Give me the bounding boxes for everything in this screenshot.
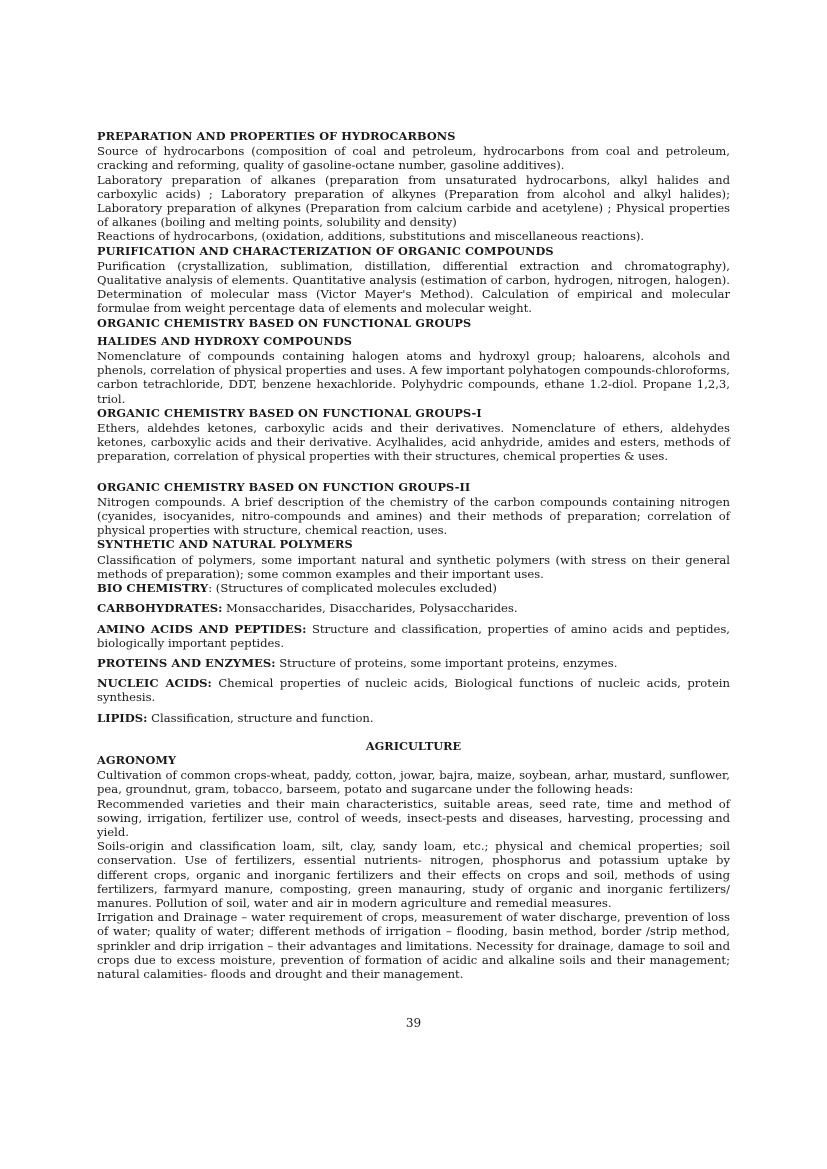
paragraph: Nitrogen compounds. A brief description of the chemistry of the carbon compounds containing nitrogen (cyanides, isocyanides, nitro-compounds and amines) and their methods of preparation; correlation of physical properties with structure, chemical reaction, uses. — [97, 494, 730, 538]
section-heading-purification: PURIFICATION AND CHARACTERIZATION OF ORGANIC COMPOUNDS — [97, 243, 554, 258]
paragraph: Nomenclature of compounds containing halogen atoms and hydroxyl group; haloarens, alcohols and phenols, correlation of physical properties and uses. A few important polyhatogen compounds-chloroforms, carbon tetrachloride, DDT, benzene hexachloride. Polyhydric compounds, ethane 1.2-diol. Propane 1,2,3, triol. — [97, 349, 730, 406]
paragraph: Source of hydrocarbons (composition of coal and petroleum, hydrocarbons from coal and petroleum, cracking and reforming, quality of gasoline-octane number, gasoline additives). — [97, 144, 730, 173]
paragraph: Purification (crystallization, sublimation, distillation, differential extraction and chromatography), Qualitative analysis of elements. Quantitative analysis (estimation of carbon, hydrogen, nitrogen, halogen). Determination of molecular mass (Victor Mayer's Method). Calculation of empirical and molecular formulae from weight percentage data of elements and molecular weight. — [97, 258, 730, 316]
proteins-label: PROTEINS AND ENZYMES: — [97, 655, 276, 670]
section-heading-hydrocarbons: PREPARATION AND PROPERTIES OF HYDROCARBONS — [97, 129, 456, 143]
carbohydrates-text: Monsaccharides, Disaccharides, Polysaccharides. — [222, 601, 518, 616]
section-heading-agronomy: AGRONOMY — [97, 752, 177, 767]
bio-chemistry-label: BIO CHEMISTRY — [97, 581, 209, 596]
nucleic-acids-paragraph — [97, 676, 730, 704]
paragraph: Reactions of hydrocarbons, (oxidation, additions, substitutions and miscellaneous reactions). — [97, 229, 645, 244]
section-heading-polymers: SYNTHETIC AND NATURAL POLYMERS — [97, 537, 353, 552]
proteins-line — [97, 656, 730, 670]
paragraph: Recommended varieties and their main characteristics, suitable areas, seed rate, time and method of sowing, irrigation, fertilizer use, control of weeds, insect-pests and diseases, harvesting, processing and yield. — [97, 796, 730, 839]
lipids-line — [97, 711, 730, 725]
paragraph: Laboratory preparation of alkanes (preparation from unsaturated hydrocarbons, alkyl halides and carboxylic acids) ; Laboratory preparation of alkynes (Preparation from alcohol and alkyl halides); Laboratory preparation of alkynes (Preparation from calcium carbide and acetylene) ; Physical properties of alkanes (boiling and melting points, solubility and density) — [97, 172, 730, 230]
section-heading-functional-groups: ORGANIC CHEMISTRY BASED ON FUNCTIONAL GROUPS — [97, 315, 472, 330]
paragraph: Ethers, aldehdes ketones, carboxylic acids and their derivatives. Nomenclature of ethers, aldehydes ketones, carboxylic acids and their derivative. Acylhalides, acid anhydride, amides and esters, methods of preparation, correlation of physical properties with their structures, chemical properties & uses. — [97, 421, 730, 464]
agriculture-title: AGRICULTURE — [365, 738, 462, 753]
lipids-label: LIPIDS: — [97, 710, 148, 725]
section-heading-functional-groups-ii: ORGANIC CHEMISTRY BASED ON FUNCTION GROUPS-II — [97, 479, 471, 494]
bio-chemistry-line — [97, 581, 730, 595]
paragraph: Classification of polymers, some important natural and synthetic polymers (with stress on their general methods of preparation); some common examples and their important uses. — [97, 552, 730, 581]
carbohydrates-label: CARBOHYDRATES: — [97, 601, 223, 616]
nucleic-acids-text: Chemical properties of nucleic acids, Biological functions of nucleic acids, protein synthesis. — [97, 676, 730, 705]
lipids-text: Classification, structure and function. — [147, 710, 374, 725]
nucleic-acids-label: NUCLEIC ACIDS: — [97, 676, 212, 691]
amino-acids-text: Structure and classification, properties of amino acids and peptides, biologically important peptides. — [97, 621, 730, 650]
amino-acids-paragraph — [97, 622, 730, 650]
carbohydrates-line — [97, 601, 730, 615]
page-number: 39 — [405, 1016, 422, 1030]
bio-chemistry-text: : (Structures of complicated molecules excluded) — [208, 581, 497, 596]
paragraph: Soils-origin and classification loam, silt, clay, sandy loam, etc.; physical and chemical properties; soil conservation. Use of fertilizers, essential nutrients- nitrogen, phosphorus and potassium uptake by different crops, organic and inorganic fertilizers and their effects on crops and soil, methods of using fertilizers, farmyard manure, composting, green manauring, study of organic and inorganic fertilizers/ manures. Pollution of soil, water and air in modern agriculture and remedial measures. — [97, 839, 730, 910]
section-heading-halides: HALIDES AND HYDROXY COMPOUNDS — [97, 333, 353, 348]
section-heading-functional-groups-i: ORGANIC CHEMISTRY BASED ON FUNCTIONAL GROUPS-I — [97, 405, 482, 420]
document-page — [97, 129, 730, 981]
paragraph: Cultivation of common crops-wheat, paddy, cotton, jowar, bajra, maize, soybean, arhar, mustard, sunflower, pea, groundnut, gram, tobacco, barseem, potato and sugarcane under the following heads: — [97, 768, 730, 797]
amino-acids-label: AMINO ACIDS AND PEPTIDES: — [97, 621, 307, 636]
paragraph: Irrigation and Drainage – water requirement of crops, measurement of water discharge, prevention of loss of water; quality of water; different methods of irrigation – flooding, basin method, border /strip method, sprinkler and drip irrigation – their advantages and limitations. Necessity for drainage, damage to soil and crops due to excess moisture, prevention of formation of acidic and alkaline soils and their management; natural calamities- floods and drought and their management. — [97, 910, 730, 981]
proteins-text: Structure of proteins, some important proteins, enzymes. — [275, 655, 618, 670]
